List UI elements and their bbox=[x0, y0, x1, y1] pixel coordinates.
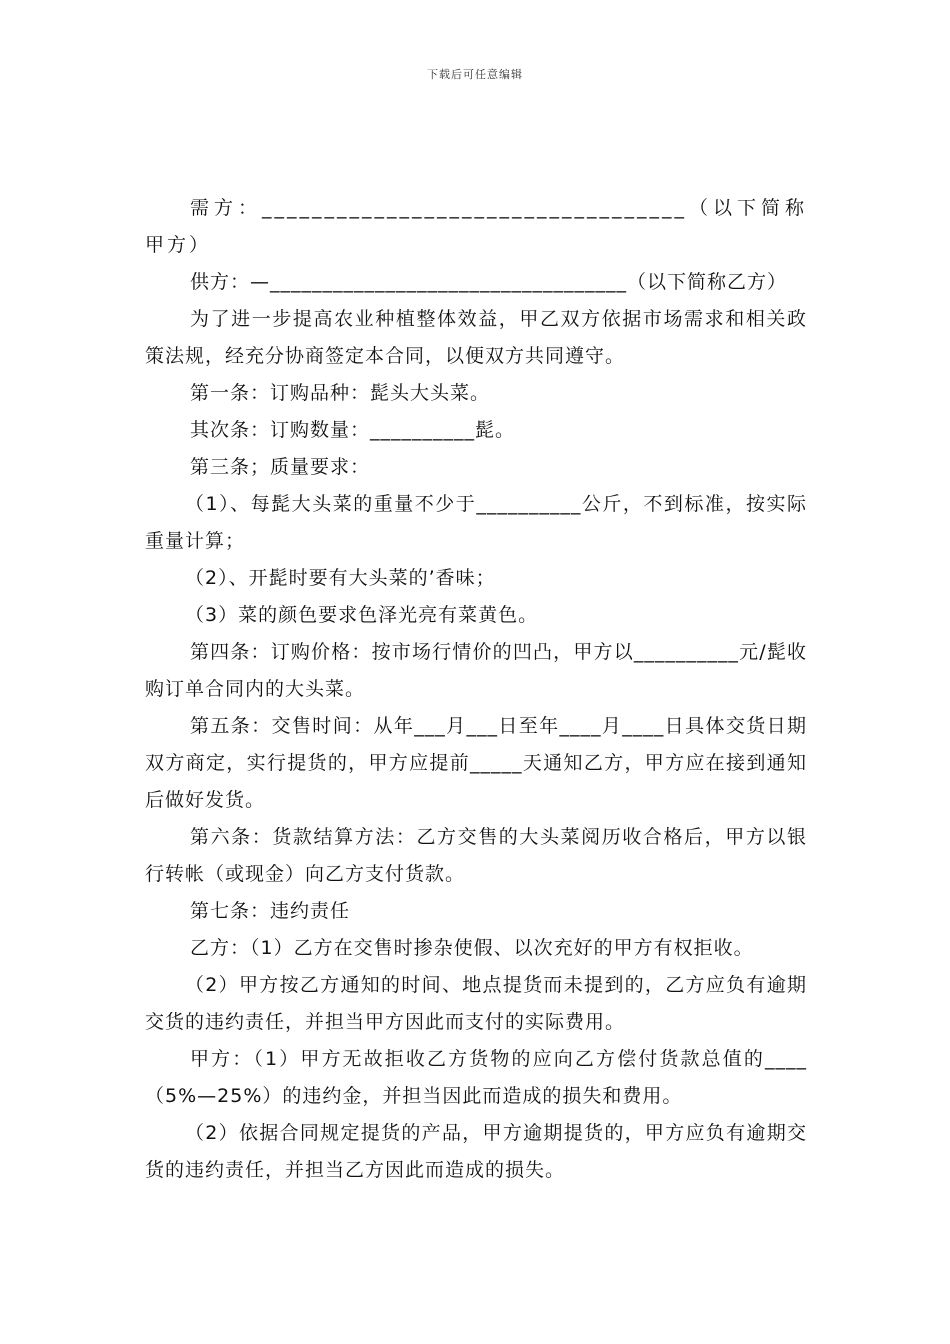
preamble: 为了进一步提高农业种植整体效益，甲乙双方依据市场需求和相关政策法规，经充分协商签定本合同，以便双方共同遵守。 bbox=[145, 308, 807, 367]
article-7: 第七条：违约责任 bbox=[190, 900, 351, 922]
page-header: 下载后可任意编辑 bbox=[427, 68, 523, 81]
article-2: 其次条：订购数量：__________髭。 bbox=[190, 419, 516, 441]
article-1: 第一条：订购品种：髭头大头菜。 bbox=[190, 382, 491, 404]
article-3-item-3: （3）菜的颜色要求色泽光亮有菜黄色。 bbox=[185, 604, 539, 626]
article-3: 第三条；质量要求： bbox=[190, 456, 371, 478]
article-5: 第五条：交售时间：从年___月___日至年____月____日具体交货日期双方商定，实行提货的，甲方应提前_____天通知乙方，甲方应在接到通知后做好发货。 bbox=[145, 715, 807, 811]
article-6: 第六条：货款结算方法：乙方交售的大头菜阅历收合格后，甲方以银行转帐（或现金）向乙方支付货款。 bbox=[145, 826, 807, 885]
party-demander: 需方：__________________________________（以下简称甲方） bbox=[145, 197, 807, 256]
article-3-item-2: （2）、开髭时要有大头菜的’香味； bbox=[185, 567, 496, 589]
article-3-item-1: （1）、每髭大头菜的重量不少于__________公斤，不到标准，按实际重量计算； bbox=[145, 493, 807, 552]
article-7-party-b-1: 乙方：（1）乙方在交售时掺杂使假、以次充好的甲方有权拒收。 bbox=[190, 937, 754, 959]
party-supplier: 供方：—__________________________________（以下简称乙方） bbox=[190, 271, 788, 293]
article-4: 第四条：订购价格：按市场行情价的凹凸，甲方以__________元/髭收购订单合同内的大头菜。 bbox=[145, 641, 807, 700]
article-7-party-b-2: （2）甲方按乙方通知的时间、地点提货而未提到的，乙方应负有逾期交货的违约责任，并担当甲方因此而支付的实际费用。 bbox=[145, 974, 807, 1033]
article-7-party-a-1: 甲方：（1）甲方无故拒收乙方货物的应向乙方偿付货款总值的____（5%—25%）的违约金，并担当因此而造成的损失和费用。 bbox=[145, 1048, 807, 1107]
article-7-party-a-2: （2）依据合同规定提货的产品，甲方逾期提货的，甲方应负有逾期交货的违约责任，并担当乙方因此而造成的损失。 bbox=[145, 1122, 807, 1181]
contract-body bbox=[145, 190, 807, 1189]
